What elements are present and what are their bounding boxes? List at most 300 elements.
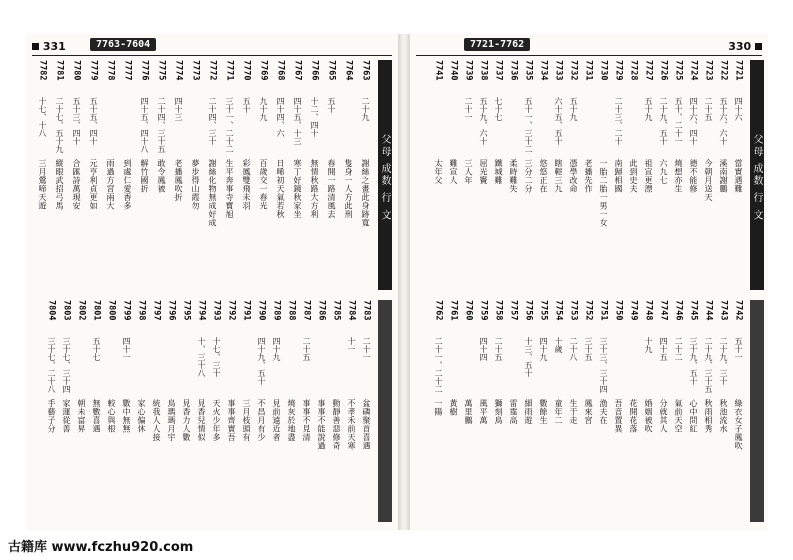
verse-entry (323, 60, 340, 290)
verse-entry (44, 300, 59, 522)
verse-entry (269, 300, 284, 522)
verse-entry (671, 300, 686, 522)
verse-entry (476, 300, 491, 522)
entry-verse: 到處仁愛香多 (123, 159, 132, 210)
entry-verse: 敢令鳳被 (157, 159, 166, 193)
verse-entry (656, 60, 671, 290)
entry-number: 7804 (46, 300, 57, 321)
entry-age: 二十四、三十五 (157, 97, 166, 153)
entry-number: 7802 (76, 300, 87, 321)
entry-number: 7730 (598, 60, 609, 81)
entry-number: 7736 (508, 60, 519, 81)
verse-entry (731, 60, 746, 290)
book-spread (26, 34, 768, 530)
entry-number: 7731 (583, 60, 594, 81)
verse-entry (491, 60, 506, 290)
entry-age: 四十六 (734, 97, 743, 121)
entry-verse: 燒灰於地盡 (287, 399, 296, 442)
verse-entry (431, 300, 446, 522)
verse-entry (536, 60, 551, 290)
entry-verse: 見香力人數 (182, 399, 191, 442)
left-entry-range: 7763-7604 (90, 38, 156, 51)
verse-entry (209, 300, 224, 522)
verse-entry (34, 60, 51, 290)
entry-number: 7726 (658, 60, 669, 81)
entry-number: 7798 (136, 300, 147, 321)
verse-entry (134, 300, 149, 522)
entry-verse: 統我人人接 (152, 399, 161, 442)
entry-verse: 事事不見清 (302, 399, 311, 442)
entry-number: 7790 (256, 300, 267, 321)
entry-verse: 老播鳳吹折 (174, 159, 183, 202)
verse-entry (491, 300, 506, 522)
entry-number: 7797 (151, 300, 162, 321)
book-gutter (398, 34, 410, 530)
entry-age: 二十一 (362, 337, 371, 361)
entry-age: 二十四、三十 (208, 97, 217, 145)
verse-entry (284, 300, 299, 522)
entry-number: 7793 (211, 300, 222, 321)
entry-number: 7743 (718, 300, 729, 321)
entry-age: 二十九、五十 (659, 97, 668, 145)
verse-entry (731, 300, 746, 522)
verse-entry (551, 300, 566, 522)
verse-entry (686, 300, 701, 522)
entry-number: 7779 (88, 60, 99, 81)
entry-number: 7774 (173, 60, 184, 81)
entry-verse: 心中問紅 (689, 399, 698, 433)
verse-entry (68, 60, 85, 290)
entry-verse: 不孝禾前天寒 (347, 399, 356, 450)
verse-entry (149, 300, 164, 522)
entry-number: 7803 (61, 300, 72, 321)
right-entry-range: 7721-7762 (464, 38, 530, 51)
right-upper-columns (414, 60, 746, 290)
entry-age: 十一 (347, 337, 356, 353)
entry-number: 7724 (688, 60, 699, 81)
entry-verse: 婚姻被吹 (644, 399, 653, 433)
entry-age: 四十九、五十 (257, 337, 266, 385)
verse-entry (431, 60, 446, 290)
entry-age: 二十九、三十 (719, 337, 728, 385)
entry-age: 四十九 (539, 337, 548, 361)
entry-number: 7735 (523, 60, 534, 81)
entry-age: 二十五 (494, 337, 503, 361)
entry-number: 7778 (105, 60, 116, 81)
verse-entry (506, 300, 521, 522)
entry-verse: 雨過方宮兩大 (106, 159, 115, 210)
entry-verse: 氣前天空 (674, 399, 683, 433)
entry-age: 五十九、六十 (479, 97, 488, 145)
entry-number: 7765 (326, 60, 337, 81)
entry-number: 7744 (703, 300, 714, 321)
verse-entry (506, 60, 521, 290)
entry-number: 7751 (598, 300, 609, 321)
verse-entry (521, 300, 536, 522)
entry-age: 十七、三十 (212, 337, 221, 377)
entry-age: 五十五、四十 (89, 97, 98, 145)
right-upper-block (414, 60, 764, 290)
entry-verse: 燒想亦生 (674, 159, 683, 193)
entry-number: 7748 (643, 300, 654, 321)
entry-verse: 花開花落 (629, 399, 638, 433)
entry-number: 7785 (331, 300, 342, 321)
entry-number: 7791 (241, 300, 252, 321)
entry-number: 7729 (613, 60, 624, 81)
left-page-number: 331 (32, 40, 66, 53)
verse-entry (656, 300, 671, 522)
verse-entry (476, 60, 491, 290)
entry-verse: 生平奔事寺寶旭 (225, 159, 234, 219)
verse-entry (89, 300, 104, 522)
entry-age: 四十九 (272, 337, 281, 361)
entry-verse: 無數喜遇 (92, 399, 101, 433)
entry-number: 7766 (309, 60, 320, 81)
entry-number: 7786 (316, 300, 327, 321)
entry-verse: 隻身一人方此刑 (344, 159, 353, 219)
entry-verse: 夢步得山霞勿 (191, 159, 200, 210)
entry-number: 7750 (613, 300, 624, 321)
entry-age: 二十五 (302, 337, 311, 361)
entry-verse: 家運從善 (62, 399, 71, 433)
left-upper-columns (32, 60, 374, 290)
entry-verse: 動靜善惡修奇 (332, 399, 341, 450)
entry-number: 7800 (106, 300, 117, 321)
entry-verse: 當實遇難 (734, 159, 743, 193)
entry-verse: 溪南謝鵬 (719, 159, 728, 193)
entry-verse: 三人年 (464, 159, 473, 185)
verse-entry (521, 60, 536, 290)
entry-verse: 老播先作 (584, 159, 593, 193)
entry-number: 7737 (493, 60, 504, 81)
entry-number: 7756 (523, 300, 534, 321)
verse-entry (224, 300, 239, 522)
entry-age: 二十七、五十九 (55, 97, 64, 153)
entry-verse: 數中無無 (122, 399, 131, 433)
entry-verse: 生于走 (569, 399, 578, 425)
entry-number: 7796 (166, 300, 177, 321)
verse-entry (289, 60, 306, 290)
verse-entry (596, 300, 611, 522)
left-upper-block (32, 60, 392, 290)
verse-entry (536, 300, 551, 522)
verse-entry (344, 300, 359, 522)
left-page (26, 34, 398, 530)
entry-verse: 漁夫在 (599, 399, 608, 425)
entry-verse: 寒丁好鏡秋家坐 (293, 159, 302, 219)
entry-verse: 難宣人 (449, 159, 458, 185)
page-marker-icon (755, 43, 762, 50)
page-marker-icon (32, 43, 39, 50)
entry-age: 三十七、三十四 (62, 337, 71, 393)
verse-entry (85, 60, 102, 290)
entry-number: 7784 (346, 300, 357, 321)
entry-age: 三十五 (584, 337, 593, 361)
entry-number: 7728 (628, 60, 639, 81)
verse-entry (136, 60, 153, 290)
verse-entry (611, 60, 626, 290)
entry-verse: 朝未富昇 (77, 399, 86, 433)
entry-number: 7788 (286, 300, 297, 321)
right-lower-columns (414, 300, 746, 522)
entry-verse: 屈光竇 (479, 159, 488, 185)
entry-verse: 天火少年多 (212, 399, 221, 442)
verse-entry (581, 60, 596, 290)
verse-entry (238, 60, 255, 290)
entry-number: 7742 (733, 300, 744, 321)
entry-number: 7725 (673, 60, 684, 81)
entry-verse: 一陽 (434, 399, 443, 416)
entry-number: 7739 (463, 60, 474, 81)
entry-verse: 謝絲之畫此身跡寬 (361, 159, 370, 227)
entry-number: 7767 (292, 60, 303, 81)
verse-entry (153, 60, 170, 290)
entry-number: 7763 (360, 60, 371, 81)
entry-verse: 事事齊實吾 (227, 399, 236, 442)
entry-age: 二十九 (361, 97, 370, 121)
entry-number: 7769 (258, 60, 269, 81)
right-page (410, 34, 768, 530)
verse-entry (641, 60, 656, 290)
entry-age: 三十一、二十二 (225, 97, 234, 153)
entry-verse: 柔時難失 (509, 159, 518, 193)
entry-age: 十三、五十 (524, 337, 533, 377)
verse-entry (74, 300, 89, 522)
entry-verse: 盆磷聚首喜遇 (362, 399, 371, 450)
entry-number: 7773 (190, 60, 201, 81)
right-upper-band: 父母 成数 行 文 (750, 60, 764, 290)
verse-entry (626, 300, 641, 522)
entry-verse: 風平萬 (479, 399, 488, 425)
entry-age: 四十三 (174, 97, 183, 121)
verse-entry (204, 60, 221, 290)
verse-entry (329, 300, 344, 522)
site-watermark: 古籍库 www.fczhu920.com (8, 540, 194, 555)
entry-age: 五十九 (644, 97, 653, 121)
entry-verse: 秋池流水 (719, 399, 728, 433)
entry-number: 7758 (493, 300, 504, 321)
entry-age: 五十三、四十 (72, 97, 81, 145)
left-upper-band: 父母 成数 行 文 (378, 60, 392, 290)
entry-verse: 較心與根 (107, 399, 116, 433)
verse-entry (51, 60, 68, 290)
entry-age: 三十九、五十 (689, 337, 698, 385)
entry-verse: 無情秋路大方利 (310, 159, 319, 219)
verse-entry (446, 300, 461, 522)
entry-age: 四十五、十三 (293, 97, 302, 145)
entry-age: 五十一、三十二 (524, 97, 533, 153)
entry-age: 五十六、六十 (719, 97, 728, 145)
entry-age: 二十九、三十五 (704, 337, 713, 393)
verse-entry (581, 300, 596, 522)
entry-number: 7733 (553, 60, 564, 81)
entry-number: 7745 (688, 300, 699, 321)
entry-verse: 見香兒情似 (197, 399, 206, 442)
entry-verse: 南歸相國 (614, 159, 623, 193)
entry-age: 三十七、二十八 (47, 337, 56, 393)
entry-number: 7734 (538, 60, 549, 81)
verse-entry (170, 60, 187, 290)
entry-number: 7776 (139, 60, 150, 81)
entry-number: 7757 (508, 300, 519, 321)
verse-entry (340, 60, 357, 290)
entry-verse: 三分二分 (524, 159, 533, 193)
verse-entry (701, 60, 716, 290)
entry-number: 7753 (568, 300, 579, 321)
entry-number: 7741 (433, 60, 444, 81)
verse-entry (446, 60, 461, 290)
entry-verse: 綠衣女子鳳吹 (734, 399, 743, 450)
entry-age: 五十 (327, 97, 336, 113)
entry-number: 7787 (301, 300, 312, 321)
verse-entry (716, 300, 731, 522)
entry-age: 十七、十八 (38, 97, 47, 137)
entry-verse: 鳳來宮 (584, 399, 593, 425)
entry-verse: 三月枝頭有 (242, 399, 251, 442)
entry-verse: 黃樹 (449, 399, 458, 416)
entry-age: 五十七 (92, 337, 101, 361)
entry-verse: 今朝月送天 (704, 159, 713, 202)
entry-verse: 鐵城難 (494, 159, 503, 185)
entry-verse: 瞎輕三九 (554, 159, 563, 193)
verse-entry (359, 300, 374, 522)
verse-entry (357, 60, 374, 290)
verse-entry (641, 300, 656, 522)
entry-number: 7727 (643, 60, 654, 81)
entry-age: 十、三十八 (197, 337, 206, 377)
entry-verse: 秋雨相秀 (704, 399, 713, 433)
entry-verse: 謝絲化物無成好成 (208, 159, 217, 227)
header-rule (32, 55, 392, 56)
entry-number: 7759 (478, 300, 489, 321)
entry-age: 五十 (242, 97, 251, 113)
entry-age: 四十四、六 (276, 97, 285, 137)
entry-age: 四十一 (122, 337, 131, 361)
verse-entry (187, 60, 204, 290)
verse-entry (272, 60, 289, 290)
entry-number: 7740 (448, 60, 459, 81)
entry-number: 7799 (121, 300, 132, 321)
entry-number: 7755 (538, 300, 549, 321)
entry-verse: 萬里鵬 (464, 399, 473, 425)
entry-verse: 彩鳳雙飛未羽 (242, 159, 251, 210)
entry-number: 7801 (91, 300, 102, 321)
entry-verse: 百歲交一春光 (259, 159, 268, 210)
entry-verse: 悠悠正在 (539, 159, 548, 193)
entry-verse: 春開一路清風去 (327, 159, 336, 219)
entry-age: 四十五、四十八 (140, 97, 149, 153)
entry-verse: 家心偏休 (137, 399, 146, 433)
verse-entry (686, 60, 701, 290)
entry-verse: 分就其人 (659, 399, 668, 433)
entry-age: 四十五 (659, 337, 668, 361)
entry-verse: 憑學改命 (569, 159, 578, 193)
verse-entry (239, 300, 254, 522)
entry-verse: 此到史夫 (629, 159, 638, 193)
entry-number: 7782 (37, 60, 48, 81)
entry-number: 7746 (673, 300, 684, 321)
entry-number: 7738 (478, 60, 489, 81)
verse-entry (254, 300, 269, 522)
entry-number: 7752 (583, 300, 594, 321)
entry-age: 五十、二十一 (674, 97, 683, 145)
entry-age: 五十一 (734, 337, 743, 361)
entry-verse: 太年父 (434, 159, 443, 185)
verse-entry (102, 60, 119, 290)
verse-entry (671, 60, 686, 290)
entry-number: 7781 (54, 60, 65, 81)
entry-number: 7723 (703, 60, 714, 81)
entry-age: 七十七 (494, 97, 503, 121)
entry-number: 7747 (658, 300, 669, 321)
verse-entry (119, 300, 134, 522)
entry-number: 7780 (71, 60, 82, 81)
entry-age: 四十六、四十 (689, 97, 698, 145)
entry-age: 二十三、二十 (614, 97, 623, 145)
entry-age: 二十五 (704, 97, 713, 121)
entry-age: 十歲 (554, 337, 563, 353)
entry-verse: 不昌月有少 (257, 399, 266, 442)
verse-entry (626, 60, 641, 290)
entry-verse: 祖宣更漂 (644, 159, 653, 193)
entry-verse: 細雨遊 (524, 399, 533, 425)
entry-number: 7732 (568, 60, 579, 81)
verse-entry (306, 60, 323, 290)
verse-entry (551, 60, 566, 290)
entry-age: 二十一 (464, 97, 473, 121)
entry-verse: 三月鶯啼天遊 (38, 159, 47, 210)
entry-verse: 吾音置異 (614, 399, 623, 433)
entry-number: 7795 (181, 300, 192, 321)
right-lower-block (414, 300, 764, 522)
entry-age: 六十五、五十 (554, 97, 563, 145)
entry-age: 五十九 (569, 97, 578, 121)
entry-number: 7768 (275, 60, 286, 81)
verse-entry (566, 60, 581, 290)
verse-entry (299, 300, 314, 522)
entry-age: 九十九 (259, 97, 268, 121)
entry-verse: 日晞初天氣若秋 (276, 159, 285, 219)
verse-entry (59, 300, 74, 522)
entry-number: 7783 (361, 300, 372, 321)
entry-number: 7775 (156, 60, 167, 81)
entry-number: 7722 (718, 60, 729, 81)
verse-entry (119, 60, 136, 290)
verse-entry (701, 300, 716, 522)
entry-age: 十九 (644, 337, 653, 353)
entry-number: 7760 (463, 300, 474, 321)
verse-entry (164, 300, 179, 522)
verse-entry (104, 300, 119, 522)
verse-entry (596, 60, 611, 290)
entry-age: 十二、四十 (310, 97, 319, 137)
entry-verse: 合匯詩萬現安 (72, 159, 81, 210)
entry-age: 二十二 (674, 337, 683, 361)
verse-entry (716, 60, 731, 290)
entry-verse: 見前遠近者 (272, 399, 281, 442)
entry-verse: 一胎二胎一男一女 (599, 159, 608, 227)
entry-verse: 元亨利貞更如 (89, 159, 98, 210)
verse-entry (221, 60, 238, 290)
left-lower-columns (32, 300, 374, 522)
entry-number: 7770 (241, 60, 252, 81)
entry-number: 7749 (628, 300, 639, 321)
left-lower-band (378, 300, 392, 522)
entry-verse: 鳥瑪瑪月宇 (167, 399, 176, 442)
verse-entry (566, 300, 581, 522)
entry-number: 7771 (224, 60, 235, 81)
entry-age: 四十四 (479, 337, 488, 361)
